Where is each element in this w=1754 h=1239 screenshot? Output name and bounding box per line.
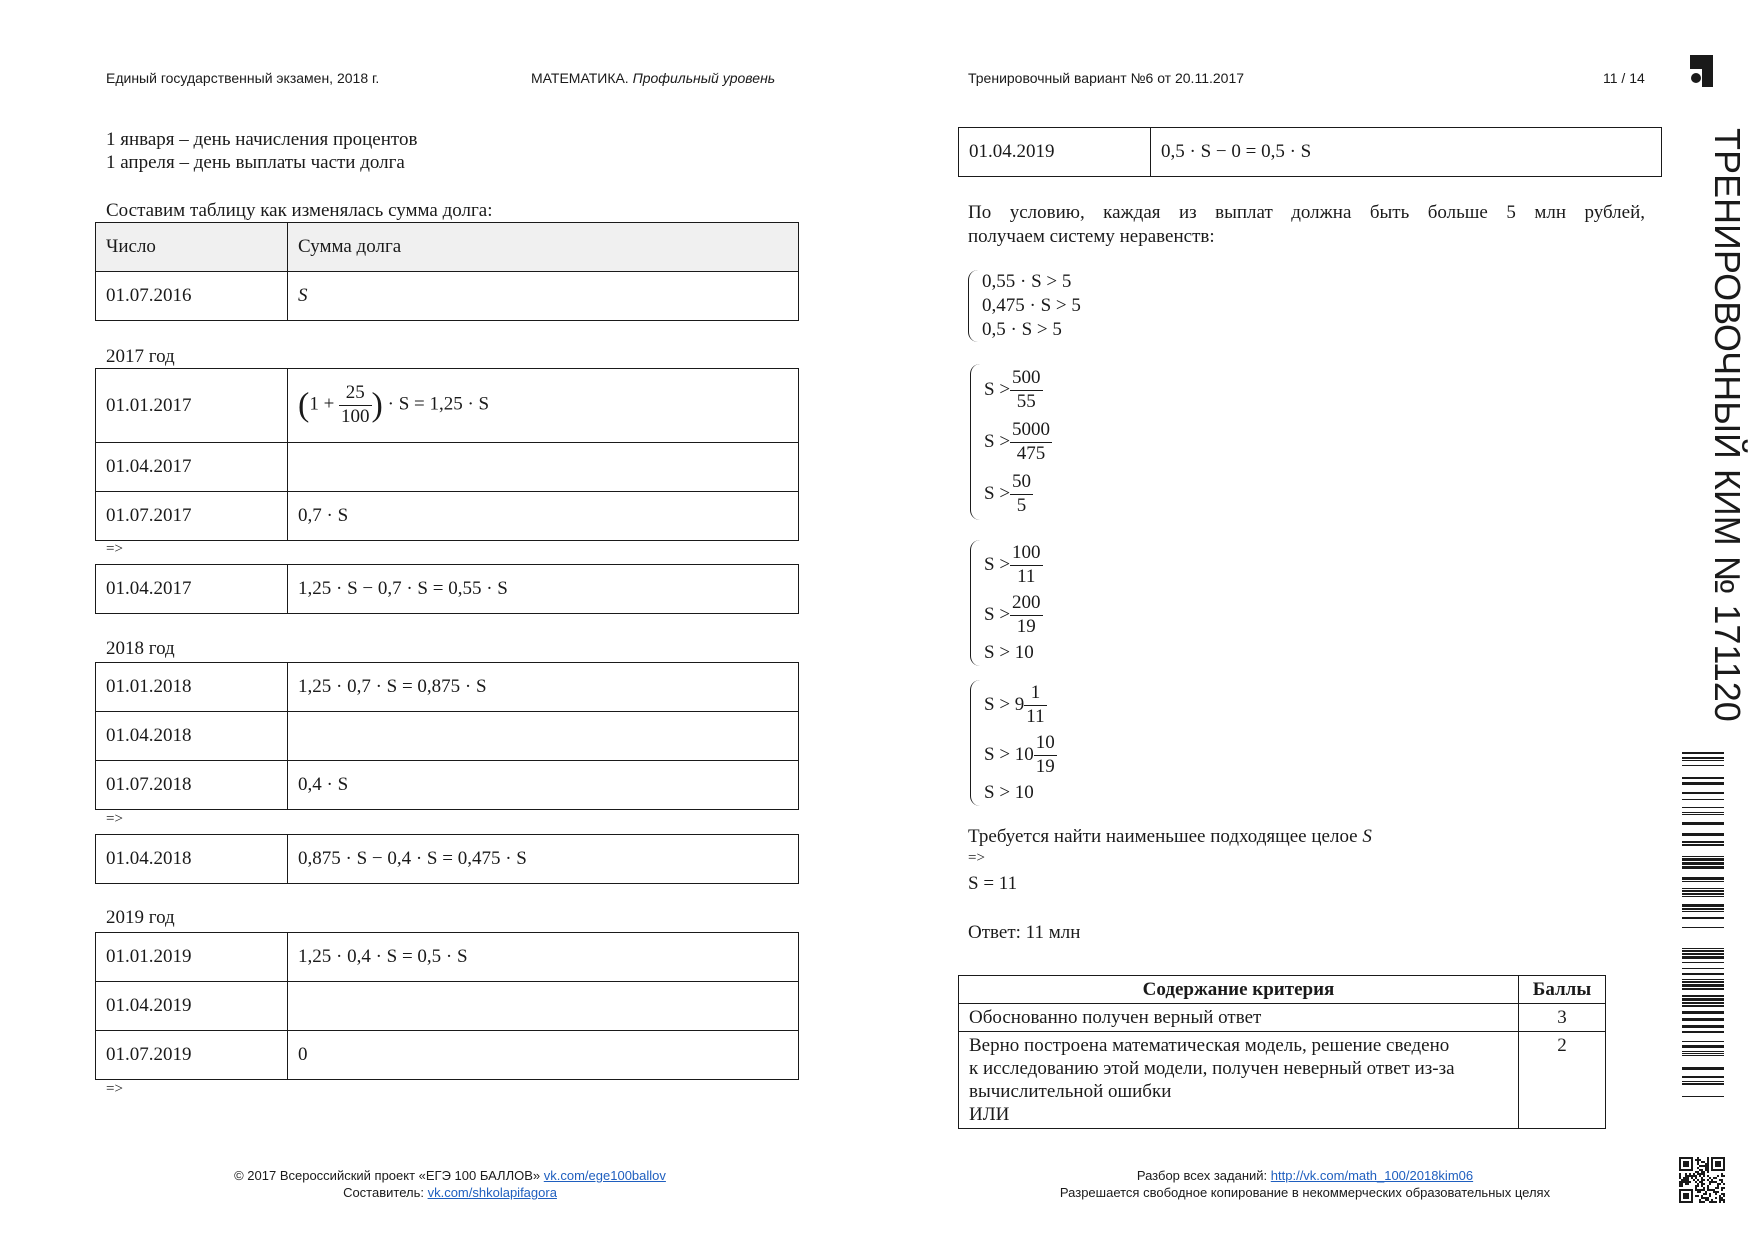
table-row xyxy=(96,761,799,810)
criteria-header-row xyxy=(959,976,1606,1004)
table-caption: Составим таблицу как изменялась сумма долга: xyxy=(106,200,493,221)
table-row xyxy=(96,835,799,884)
header-subject xyxy=(531,70,775,86)
table-row xyxy=(96,712,799,761)
denominator: 19 xyxy=(1035,755,1055,777)
fraction xyxy=(1010,542,1043,589)
denominator: 11 xyxy=(1026,705,1045,727)
inequality xyxy=(984,468,1124,520)
numerator: 1 xyxy=(1024,682,1046,706)
table-header-row xyxy=(96,223,799,272)
header-level: Профильный уровень xyxy=(632,70,776,86)
inequality-system-4 xyxy=(970,680,1124,806)
row-sum xyxy=(288,443,799,492)
inequality-system-3 xyxy=(970,540,1124,666)
table-row xyxy=(96,443,799,492)
footer-author-link[interactable]: vk.com/shkolapifagora xyxy=(427,1185,557,1200)
year-2017-label: 2017 год xyxy=(106,346,175,367)
fraction xyxy=(1010,592,1043,639)
table-row xyxy=(96,369,799,443)
criteria-text-line: к исследованию этой модели, получен неверный ответ из-за xyxy=(969,1058,1455,1079)
inequality xyxy=(984,590,1124,640)
row-sum: 1,25 · 0,4 · S = 0,5 · S xyxy=(288,933,799,982)
criteria-text xyxy=(959,1032,1519,1129)
footer-author-text: Составитель: xyxy=(343,1185,424,1200)
row-date: 01.07.2018 xyxy=(96,761,288,810)
column-header-sum: Сумма долга xyxy=(288,223,799,272)
sum-value: S xyxy=(298,285,308,306)
conclusion-var: S xyxy=(1362,826,1372,847)
debt-table-2018 xyxy=(95,662,799,810)
paren-close: ) xyxy=(371,386,383,424)
debt-table-2019 xyxy=(95,932,799,1080)
criteria-row xyxy=(959,1004,1606,1032)
header-page-number: 11 / 14 xyxy=(1603,70,1645,86)
inequality-system-2 xyxy=(970,364,1124,520)
denominator: 5 xyxy=(1016,494,1027,516)
system-brace xyxy=(970,680,981,806)
paren-open: ( xyxy=(298,386,310,424)
row-sum: 0,875 · S − 0,4 · S = 0,475 · S xyxy=(288,835,799,884)
column-header-date: Число xyxy=(96,223,288,272)
footer-analysis xyxy=(1000,1168,1610,1183)
inequality: 0,5 · S > 5 xyxy=(982,319,1062,340)
fraction xyxy=(1024,682,1046,729)
inequality: S > 10 xyxy=(984,642,1034,663)
footer-copyright-link[interactable]: vk.com/ege100ballov xyxy=(543,1168,666,1183)
criteria-points: 3 xyxy=(1519,1004,1606,1032)
denominator: 475 xyxy=(1016,442,1046,464)
numerator: 10 xyxy=(1034,732,1057,756)
table-row xyxy=(96,565,799,614)
conclusion-result: S = 11 xyxy=(968,873,1018,894)
inequality-left: S > xyxy=(984,604,1011,625)
answer: Ответ: 11 млн xyxy=(968,922,1081,943)
table-row xyxy=(96,933,799,982)
numerator: 25 xyxy=(339,382,372,406)
inequality-left: S > 10 xyxy=(984,744,1034,765)
formula-part: · S = 1,25 · S xyxy=(387,393,490,415)
row-date: 01.04.2017 xyxy=(96,565,288,614)
header-variant: Тренировочный вариант №6 от 20.11.2017 xyxy=(968,70,1245,86)
inequality xyxy=(984,416,1124,468)
footer-analysis-text: Разбор всех заданий: xyxy=(1136,1168,1268,1183)
row-date: 01.07.2019 xyxy=(96,1031,288,1080)
table-row xyxy=(96,982,799,1031)
conclusion-text: Требуется найти наименьшее подходящее целое xyxy=(968,826,1358,847)
row-sum xyxy=(288,369,799,443)
row-sum: 0 xyxy=(288,1031,799,1080)
debt-table-start xyxy=(95,222,799,321)
denominator: 100 xyxy=(341,406,370,427)
fraction xyxy=(1010,419,1052,466)
row-date: 01.04.2018 xyxy=(96,835,288,884)
formula-part: 1 + xyxy=(309,393,335,415)
fraction xyxy=(1034,732,1057,779)
year-2018-label: 2018 год xyxy=(106,638,175,659)
criteria-text: Обоснованно получен верный ответ xyxy=(959,1004,1519,1032)
criteria-text-line: ИЛИ xyxy=(969,1104,1010,1125)
conclusion-line xyxy=(968,826,1372,848)
denominator: 11 xyxy=(1017,565,1036,587)
table-row xyxy=(959,128,1662,177)
table-row xyxy=(96,1031,799,1080)
inequality-system-1 xyxy=(968,270,1122,342)
numerator: 500 xyxy=(1010,367,1043,391)
row-sum: 0,7 · S xyxy=(288,492,799,541)
fraction xyxy=(339,382,372,429)
row-sum xyxy=(288,982,799,1031)
intro-line-1: 1 января – день начисления процентов xyxy=(106,129,418,150)
numerator: 50 xyxy=(1010,471,1033,495)
row-date: 01.04.2019 xyxy=(959,128,1151,177)
payment-table-2018 xyxy=(95,834,799,884)
inequality: 0,475 · S > 5 xyxy=(982,295,1081,316)
criteria-text-line: Верно построена математическая модель, решение сведено xyxy=(969,1035,1450,1056)
row-date: 01.04.2017 xyxy=(96,443,288,492)
row-date: 01.07.2017 xyxy=(96,492,288,541)
inequality-left: S > xyxy=(984,483,1011,504)
row-date: 01.01.2019 xyxy=(96,933,288,982)
numerator: 100 xyxy=(1010,542,1043,566)
footer-author xyxy=(200,1185,700,1200)
system-brace xyxy=(970,540,981,666)
inequality: 0,55 · S > 5 xyxy=(982,271,1072,292)
row-sum: 0,4 · S xyxy=(288,761,799,810)
payment-table-2019 xyxy=(958,127,1662,177)
inequality-left: S > xyxy=(984,554,1011,575)
inequality xyxy=(984,730,1124,780)
denominator: 19 xyxy=(1016,615,1036,637)
footer-copyright xyxy=(200,1168,700,1183)
row-date: 01.01.2018 xyxy=(96,663,288,712)
side-title-text: ТРЕНИРОВОЧНЫЙ КИМ № 171120 xyxy=(1707,128,1748,722)
header-subject-name: МАТЕМАТИКА. xyxy=(531,70,629,86)
system-brace xyxy=(968,270,979,342)
side-title xyxy=(1707,128,1748,728)
row-date: 01.01.2017 xyxy=(96,369,288,443)
payment-table-2017 xyxy=(95,564,799,614)
numerator: 200 xyxy=(1010,592,1043,616)
qr-code-icon xyxy=(1679,1157,1725,1203)
footer-analysis-link[interactable]: http://vk.com/math_100/2018kim06 xyxy=(1270,1168,1474,1183)
row-sum: 1,25 · 0,7 · S = 0,875 · S xyxy=(288,663,799,712)
criteria-row xyxy=(959,1032,1606,1129)
row-date: 01.07.2016 xyxy=(96,272,288,321)
fraction xyxy=(1010,367,1043,414)
inequality-left: S > xyxy=(984,379,1011,400)
table-row xyxy=(96,663,799,712)
system-brace xyxy=(970,364,981,520)
denominator: 55 xyxy=(1016,390,1036,412)
table-row xyxy=(96,492,799,541)
condition-line-2: получаем систему неравенств: xyxy=(968,226,1215,247)
table-row xyxy=(96,272,799,321)
inequality: S > 10 xyxy=(984,782,1034,803)
criteria-header-points: Баллы xyxy=(1519,976,1606,1004)
criteria-text-line: вычислительной ошибки xyxy=(969,1081,1172,1102)
condition-line-1: По условию, каждая из выплат должна быть больше 5 млн рублей, xyxy=(968,202,1645,223)
debt-table-2017 xyxy=(95,368,799,541)
arrow-2018: => xyxy=(106,811,123,827)
numerator: 5000 xyxy=(1010,419,1052,443)
row-date: 01.04.2019 xyxy=(96,982,288,1031)
row-date: 01.04.2018 xyxy=(96,712,288,761)
corner-logo-icon xyxy=(1690,55,1713,87)
inequality xyxy=(984,680,1124,730)
row-sum xyxy=(288,272,799,321)
year-2019-label: 2019 год xyxy=(106,907,175,928)
row-sum: 1,25 · S − 0,7 · S = 0,55 · S xyxy=(288,565,799,614)
criteria-points: 2 xyxy=(1519,1032,1606,1129)
footer-copyright-text: © 2017 Всероссийский проект «ЕГЭ 100 БАЛЛОВ» xyxy=(234,1168,541,1183)
conclusion-arrow: => xyxy=(968,850,985,866)
fraction xyxy=(1010,471,1033,518)
arrow-2019: => xyxy=(106,1081,123,1097)
header-exam: Единый государственный экзамен, 2018 г. xyxy=(106,70,380,86)
criteria-table xyxy=(958,975,1606,1129)
row-sum xyxy=(288,712,799,761)
criteria-header-content: Содержание критерия xyxy=(959,976,1519,1004)
inequality-left: S > xyxy=(984,431,1011,452)
inequality xyxy=(984,364,1124,416)
arrow-2017: => xyxy=(106,541,123,557)
inequality-left: S > 9 xyxy=(984,694,1025,715)
barcode-icon xyxy=(1682,752,1724,1102)
intro-line-2: 1 апреля – день выплаты части долга xyxy=(106,152,405,173)
inequality xyxy=(984,540,1124,590)
footer-license: Разрешается свободное копирование в некоммерческих образовательных целях xyxy=(1059,1185,1551,1200)
row-sum: 0,5 · S − 0 = 0,5 · S xyxy=(1151,128,1662,177)
